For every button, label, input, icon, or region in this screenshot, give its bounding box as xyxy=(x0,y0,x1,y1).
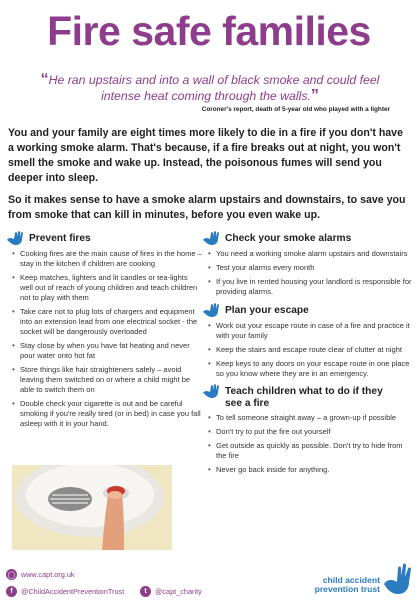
page-title: Fire safe families xyxy=(47,8,371,54)
list-item: • Stay close by when you have fat heating and never pour water onto hot fat xyxy=(12,341,202,361)
hand-icon xyxy=(6,231,26,246)
list-item: • Store things like hair straighteners safely – avoid leaving them switched on or where a child might be able to switch them on xyxy=(12,365,202,395)
quote-open-mark: “ xyxy=(40,71,49,88)
teach-children-list xyxy=(202,413,412,475)
intro-paragraph-1: You and your family are eight times more likely to die in a fire if you don't have a working smoke alarm. That's because, if a fire breaks out at night, you won't smell the smoke and wake up. Instead, the poisonous fumes will send you deeper into sleep. xyxy=(8,127,403,184)
globe-icon: ◯ xyxy=(6,569,17,580)
quote-text: He ran upstairs and into a wall of black smoke and could feel intense heat coming through the walls. xyxy=(48,73,380,103)
footer-twitter[interactable] xyxy=(140,586,202,597)
quote-attribution: Coroner's report, death of 5-year old who played with a lighter xyxy=(201,106,390,113)
list-item: • You need a working smoke alarm upstairs and downstairs xyxy=(208,249,412,259)
list-item: • Keep the stairs and escape route clear of clutter at night xyxy=(208,345,412,355)
section-plan-escape-header xyxy=(202,304,412,318)
capt-logo xyxy=(302,562,414,596)
intro-paragraph-2: So it makes sense to have a smoke alarm upstairs and downstairs, to save you from smoke that can kill in minutes, before you even wake up. xyxy=(8,194,406,221)
hand-icon xyxy=(202,231,222,246)
list-item: • Keep matches, lighters and lit candles or tea-lights well out of reach of young children and teach children not to play with them xyxy=(12,273,202,303)
section-title: Plan your escape xyxy=(225,305,309,316)
list-item: • If you live in rented housing your landlord is responsible for providing alarms. xyxy=(208,277,412,297)
facebook-link[interactable]: @ChildAccidentPreventionTrust xyxy=(21,587,125,596)
section-check-alarms-header xyxy=(202,232,412,246)
section-teach-children-header xyxy=(202,385,412,410)
prevent-fires-list xyxy=(6,249,202,429)
smoke-alarm-illustration xyxy=(12,465,172,550)
list-item: • Keep keys to any doors on your escape route in one place so you know where they are in an emergency. xyxy=(208,359,412,379)
hand-icon xyxy=(202,384,222,399)
logo-text: child accident prevention trust xyxy=(314,575,380,594)
list-item: • Get outside as quickly as possible. Don't try to hide from the fire xyxy=(208,441,412,461)
footer-website[interactable] xyxy=(6,569,75,580)
left-column xyxy=(6,232,202,433)
facebook-icon: f xyxy=(6,586,17,597)
smoke-alarm-photo xyxy=(12,465,172,550)
quote-close-mark: ” xyxy=(310,87,319,104)
list-item: • Never go back inside for anything. xyxy=(208,465,412,475)
plan-escape-list xyxy=(202,321,412,379)
twitter-link[interactable]: @capt_charity xyxy=(155,587,202,596)
check-alarms-list xyxy=(202,249,412,297)
list-item: • Take care not to plug lots of chargers and equipment into an extension lead from one electrical socket - the socket will be dangerously overloaded xyxy=(12,307,202,337)
section-prevent-fires-header xyxy=(6,232,202,246)
section-title: Check your smoke alarms xyxy=(225,233,352,244)
footer-facebook[interactable] xyxy=(6,586,124,597)
hand-icon xyxy=(202,303,222,318)
list-item: • Test your alarms every month xyxy=(208,263,412,273)
list-item: • Don't try to put the fire out yourself xyxy=(208,427,412,437)
list-item: • Double check your cigarette is out and be careful smoking if you're really tired (or in bed) in case you fall asleep with it in your hand. xyxy=(12,399,202,429)
website-link[interactable]: www.capt.org.uk xyxy=(21,570,75,579)
section-title: Prevent fires xyxy=(29,233,91,244)
capt-hand-logo-icon xyxy=(382,562,414,596)
right-column xyxy=(202,232,412,479)
twitter-icon: t xyxy=(140,586,151,597)
list-item: • To tell someone straight away – a grown-up if possible xyxy=(208,413,412,423)
list-item: • Cooking fires are the main cause of fires in the home – stay in the kitchen if children are cooking xyxy=(12,249,202,269)
section-title: Teach children what to do if they see a fire xyxy=(225,386,383,409)
quote xyxy=(30,72,390,104)
list-item: • Work out your escape route in case of a fire and practice it with your family xyxy=(208,321,412,341)
